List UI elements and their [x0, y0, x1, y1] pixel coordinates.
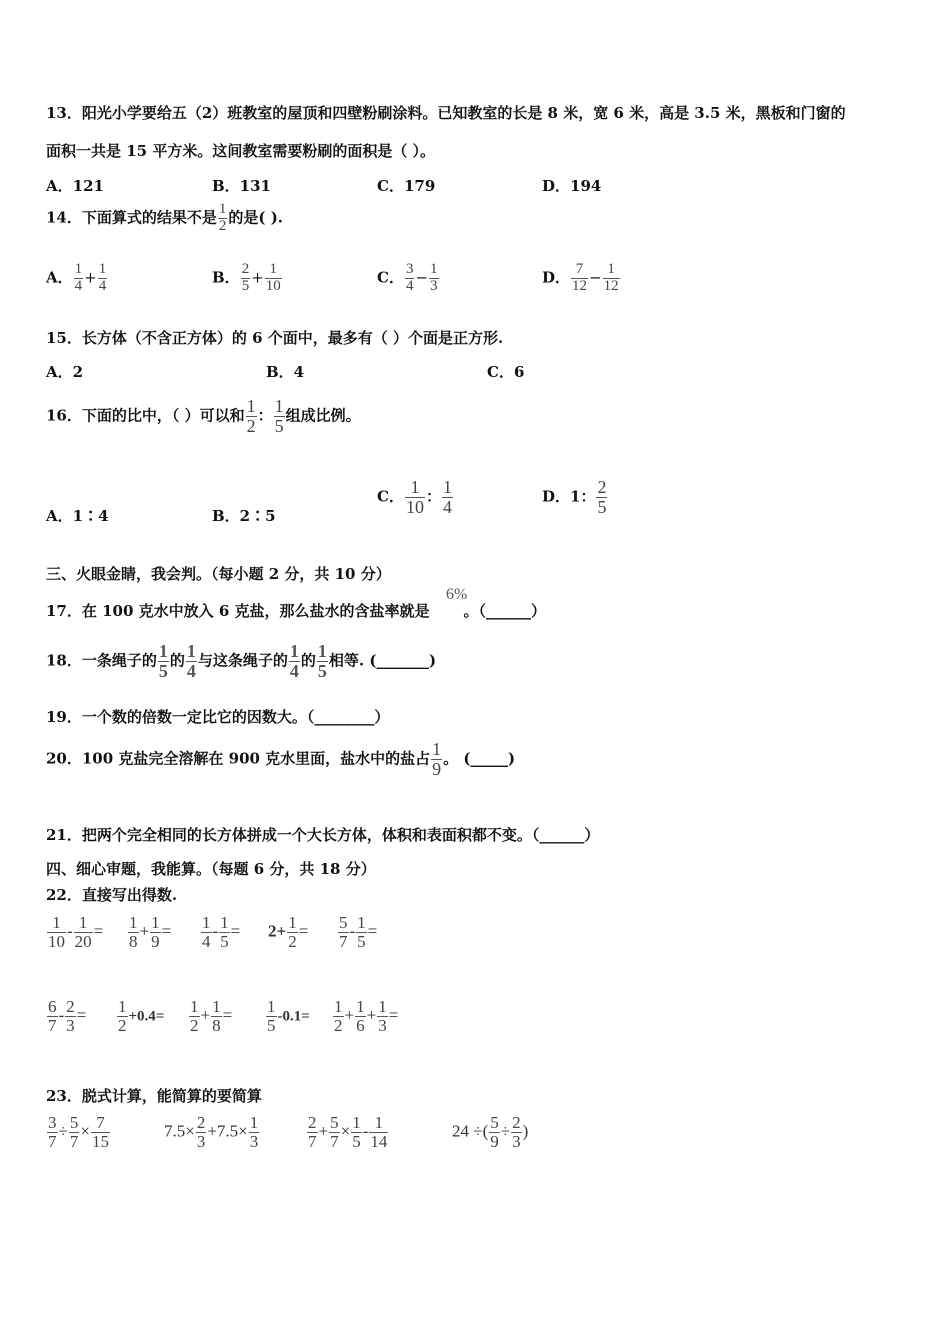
q13-line1: 13．阳光小学要给五（2）班教室的屋顶和四壁粉刷涂料。已知教室的长是 8 米，宽 6 米，高是 3.5 米，黑板和门窗的 [46, 104, 846, 122]
q15-option-c: C．6 [487, 363, 525, 381]
q14-stem-fraction: $\frac{1}{2}$ [218, 201, 227, 234]
q15-stem: 15．长方体（不含正方体）的 6 个面中，最多有（ ）个面是正方形. [46, 329, 504, 347]
q22-expr-7: $\frac{1}{2}$ +0.4= [118, 997, 165, 1035]
q14-prefix: 14．下面算式的结果不是 [46, 208, 217, 227]
q16-option-a: A．1∶4 [46, 507, 109, 525]
q15-option-a: A．2 [46, 363, 84, 381]
q22-stem: 22．直接写出得数. [46, 886, 178, 904]
q14-suffix: 的是( ). [228, 208, 284, 227]
q13-option-d: D．194 [542, 177, 602, 195]
q14-option-d: D． $\frac{7}{12}$ − $\frac{1}{12}$ [542, 261, 619, 294]
q14-option-b: B． $\frac{2}{5}$ + $\frac{1}{10}$ [212, 261, 281, 294]
q13-option-b: B．131 [212, 177, 271, 195]
q16-stem: 16．下面的比中，（ ）可以和 $\frac{1}{2}$ ： $\frac{1}{5}$ 组成比例。 [46, 396, 361, 436]
q13-line2: 面积一共是 15 平方米。这间教室需要粉刷的面积是（ ）。 [46, 142, 436, 160]
q23-expr-4: 24 ÷( $\frac{5}{9}$ ÷ $\frac{2}{3}$ ) [452, 1113, 529, 1151]
q22-expr-5: $\frac{5}{7}$ - $\frac{1}{5}$ = [339, 913, 378, 951]
q14-stem [46, 202, 283, 235]
section-3-title: 三、火眼金睛，我会判。（每小题 2 分，共 10 分） [46, 565, 391, 583]
q13-option-c: C．179 [377, 177, 436, 195]
q22-expr-3: $\frac{1}{4}$ - $\frac{1}{5}$ = [202, 913, 241, 951]
q13-option-a: A．121 [46, 177, 104, 195]
q17-percent: 6% [446, 586, 468, 603]
q16-option-d: D．1： $\frac{2}{5}$ [542, 477, 607, 517]
q23-expr-1: $\frac{3}{7}$ ÷ $\frac{5}{7}$ × $\frac{7}{15}$ [48, 1113, 109, 1151]
q16-option-c: C． $\frac{1}{10}$ ： $\frac{1}{4}$ [377, 477, 452, 517]
q22-expr-2: $\frac{1}{8}$ + $\frac{1}{9}$ = [129, 913, 172, 951]
section-4-title: 四、细心审题，我能算。（每题 6 分，共 18 分） [46, 860, 376, 878]
q21-stem: 21．把两个完全相同的长方体拼成一个大长方体，体积和表面积都不变。（______） [46, 826, 600, 844]
q14-option-c: C． $\frac{3}{4}$ − $\frac{1}{3}$ [377, 261, 438, 294]
q14-option-a: A． $\frac{1}{4}$ + $\frac{1}{4}$ [46, 261, 107, 294]
q20-stem: 20．100 克盐完全溶解在 900 克水里面，盐水中的盐占 $\frac{1}{9}$ 。 (_____) [46, 739, 516, 779]
q23-stem: 23．脱式计算，能简算的要简算 [46, 1087, 262, 1105]
q23-expr-3: $\frac{2}{7}$ + $\frac{5}{7}$ × $\frac{1}{5}$ - $\frac{1}{14}$ [308, 1113, 388, 1151]
q22-expr-4: 2+ $\frac{1}{2}$ = [268, 913, 309, 951]
q22-expr-6: $\frac{6}{7}$ - $\frac{2}{3}$ = [48, 997, 87, 1035]
q18-stem: 18．一条绳子的 $\frac{1}{5}$ 的 $\frac{1}{4}$ 与这条绳子的 $\frac{1}{4}$ 的 $\frac{1}{5}$ 相等. (_______) [46, 641, 437, 681]
q22-expr-1: $\frac{1}{10}$ - $\frac{1}{20}$ = [48, 913, 104, 951]
q19-stem: 19．一个数的倍数一定比它的因数大。（________） [46, 708, 390, 726]
q22-expr-9: $\frac{1}{5}$ -0.1= [267, 997, 310, 1035]
q22-expr-8: $\frac{1}{2}$ + $\frac{1}{8}$ = [190, 997, 233, 1035]
q15-option-b: B．4 [266, 363, 305, 381]
q23-expr-2: 7.5× $\frac{2}{3}$ +7.5× $\frac{1}{3}$ [164, 1113, 259, 1151]
q17-stem: 17．在 100 克水中放入 6 克盐，那么盐水的含盐率就是 。（______） [46, 602, 547, 620]
q16-option-b: B．2∶5 [212, 507, 276, 525]
q22-expr-10: $\frac{1}{2}$ + $\frac{1}{6}$ + $\frac{1}{3}$ = [334, 997, 399, 1035]
